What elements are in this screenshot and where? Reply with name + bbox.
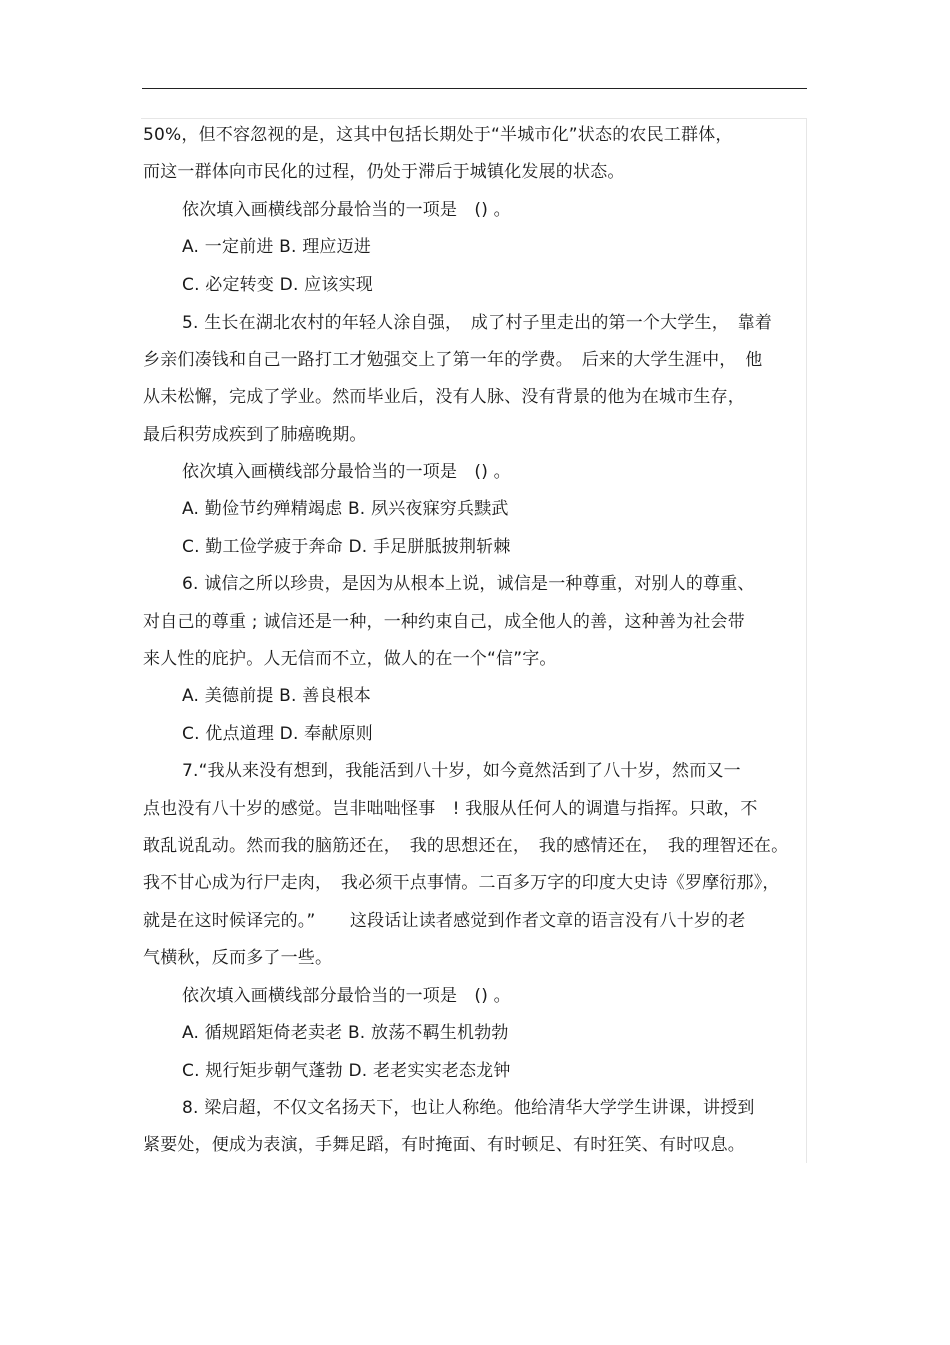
text-line: 就是在这时候译完的。” 这段话让读者感觉到作者文章的语言没有八十岁的老 [143,911,746,931]
question-6-text: 6. 诚信之所以珍贵，是因为从根本上说，诚信是一种尊重，对别人的尊重、 [182,574,755,594]
text-line: 紧要处，便成为表演，手舞足蹈，有时掩面、有时顿足、有时狂笑、有时叹息。 [143,1135,745,1155]
text-line: 50%，但不容忽视的是，这其中包括长期处于“半城市化”状态的农民工群体， [143,125,733,145]
text-line: 来人性的庇护。人无信而不立，做人的在一个“信”字。 [143,649,557,669]
question-prompt: 依次填入画横线部分最恰当的一项是 () 。 [182,462,511,482]
text-line: 点也没有八十岁的感觉。岂非咄咄怪事 ! 我服从任何人的调遣与指挥。只敢，不 [143,799,758,819]
text-line: 从未松懈，完成了学业。然而毕业后，没有人脉、没有背景的他为在城市生存， [143,387,745,407]
answer-options: C. 规行矩步朝气蓬勃 D. 老老实实老态龙钟 [182,1061,511,1081]
answer-options: A. 勤俭节约殚精竭虑 B. 夙兴夜寐穷兵黩武 [182,499,509,519]
answer-options: A. 美德前提 B. 善良根本 [182,686,372,706]
question-5-text: 5. 生长在湖北农村的年轻人涂自强， 成了村子里走出的第一个大学生， 靠着 [182,313,773,333]
question-prompt: 依次填入画横线部分最恰当的一项是 () 。 [182,986,511,1006]
text-line: 而这一群体向市民化的过程，仍处于滞后于城镇化发展的状态。 [143,162,625,182]
answer-options: C. 勤工俭学疲于奔命 D. 手足胼胝披荆斩棘 [182,537,511,557]
answer-options: A. 一定前进 B. 理应迈进 [182,237,372,257]
answer-options: C. 必定转变 D. 应该实现 [182,275,373,295]
text-line: 对自己的尊重 ; 诚信还是一种，一种约束自己，成全他人的善，这种善为社会带 [143,612,745,632]
question-prompt: 依次填入画横线部分最恰当的一项是 () 。 [182,200,511,220]
text-line: 最后积劳成疾到了肺癌晚期。 [143,425,367,445]
answer-options: C. 优点道理 D. 奉献原则 [182,724,373,744]
header-rule [142,88,807,89]
text-line: 敢乱说乱动。然而我的脑筋还在， 我的思想还在， 我的感情还在， 我的理智还在。 [143,836,789,856]
answer-options: A. 循规蹈矩倚老卖老 B. 放荡不羁生机勃勃 [182,1023,509,1043]
text-line: 乡亲们凑钱和自己一路打工才勉强交上了第一年的学费。 后来的大学生涯中， 他 [143,350,763,370]
text-line: 我不甘心成为行尸走肉， 我必须干点事情。二百多万字的印度大史诗《罗摩衍那》， [143,873,780,893]
question-7-text: 7.“我从来没有想到，我能活到八十岁，如今竟然活到了八十岁，然而又一 [182,761,741,781]
text-line: 气横秋，反而多了一些。 [143,948,333,968]
question-8-text: 8. 梁启超，不仅文名扬天下，也让人称绝。他给清华大学学生讲课，讲授到 [182,1098,755,1118]
